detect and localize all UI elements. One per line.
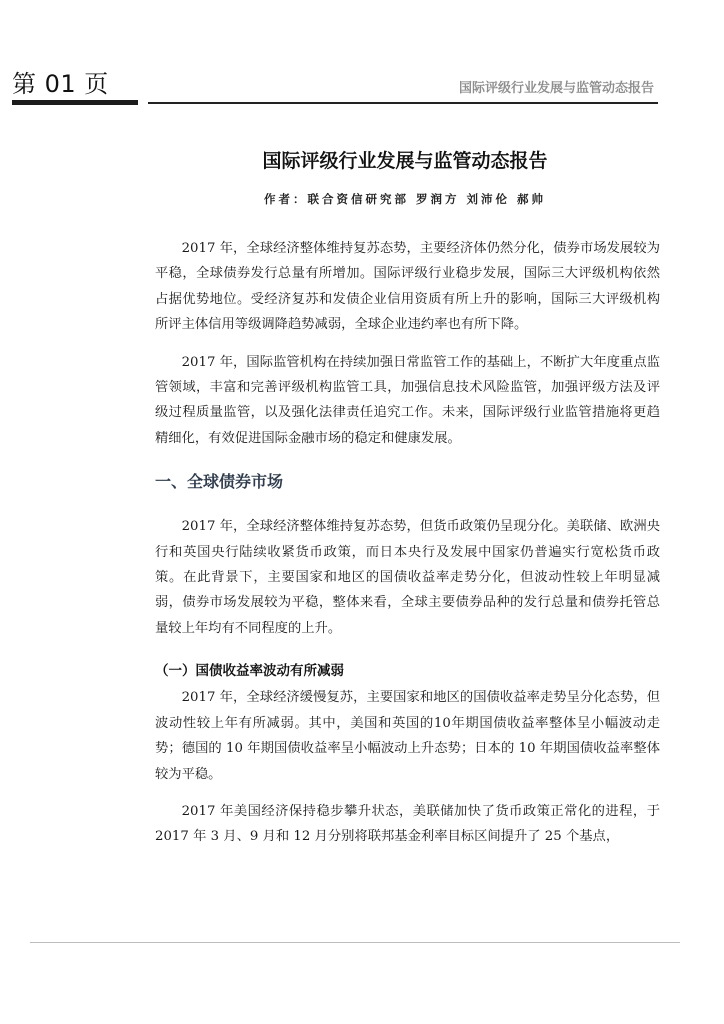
author-line: 作者：联合资信研究部 罗润方 刘沛伦 郝帅	[263, 192, 546, 206]
page-number-label: 第 01 页	[12, 70, 109, 98]
header-rule-thin	[148, 102, 658, 104]
subsection1-paragraph-2: 2017 年美国经济保持稳步攀升状态，美联储加快了货币政策正常化的进程，于 2017 年 3 月、9 月和 12 月分别将联邦基金利率目标区间提升了 25 个基点，	[155, 803, 660, 845]
section1-paragraph: 2017 年，全球经济整体维持复苏态势，但货币政策仍呈现分化。美联储、欧洲央行和英国央行陆续收紧货币政策，而日本央行及发展中国家仍普遍实行宽松货币政策。在此背景下，主要国家和地区的国债收益率走势分化，但波动性较上年明显减弱，债券市场发展较为平稳，整体来看，全球主要债券品种的发行总量和债券托管总量较上年均有不同程度的上升。	[155, 519, 660, 636]
subsection1-paragraph-1: 2017 年，全球经济缓慢复苏，主要国家和地区的国债收益率走势呈分化态势，但波动性较上年有所减弱。其中，美国和英国的10年期国债收益率整体呈小幅波动走势；德国的 10 年期国债收益率呈小幅波动上升态势；日本的 10 年期国债收益率整体较为平稳。	[155, 690, 660, 782]
intro-paragraph-2: 2017 年，国际监管机构在持续加强日常监管工作的基础上，不断扩大年度重点监管领域，丰富和完善评级机构监管工具，加强信息技术风险监管，加强评级方法及评级过程质量监管，以及强化法律责任追究工作。未来，国际评级行业监管措施将更趋精细化，有效促进国际金融市场的稳定和健康发展。	[155, 354, 660, 446]
footer-rule	[30, 942, 680, 943]
document-title: 国际评级行业发展与监管动态报告	[262, 150, 548, 172]
section-heading-global-bond-market: 一、全球债券市场	[155, 472, 284, 492]
intro-paragraph-1: 2017 年，全球经济整体维持复苏态势，主要经济体仍然分化，债券市场发展较为平稳，全球债券发行总量有所增加。国际评级行业稳步发展，国际三大评级机构依然占据优势地位。受经济复苏和发债企业信用资质有所上升的影响，国际三大评级机构所评主体信用等级调降趋势减弱，全球企业违约率也有所下降。	[155, 241, 660, 333]
header-rule-thick	[12, 100, 138, 105]
running-header-title: 国际评级行业发展与监管动态报告	[458, 81, 654, 96]
subsection-heading-treasury-yield: （一）国债收益率波动有所减弱	[155, 663, 344, 680]
document-body	[155, 236, 660, 862]
